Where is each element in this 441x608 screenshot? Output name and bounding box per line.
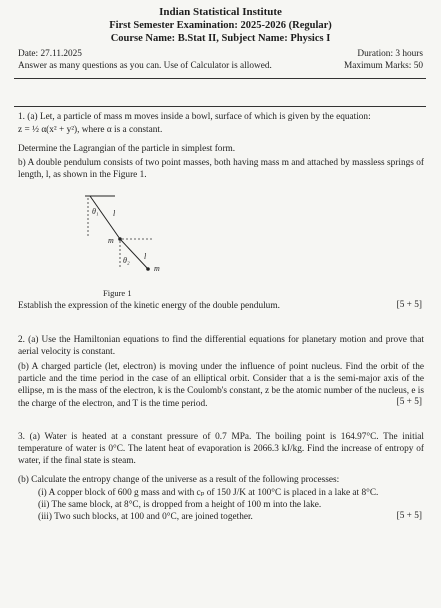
mass-2 — [146, 267, 150, 271]
theta2-label: θ₂ — [123, 256, 130, 265]
q2b-text: (b) A charged particle (let, electron) is moving under the influence of point nucleus. Find the orbit of the particle and the time period in the case of an elliptical orbit. Consider that a is the semi-major axis of the ellipse, m is the mass of the electron, k is the Coulomb's constant, z be the atomic number of the nucleus, e is the charge of the electron, and T is the time period. — [18, 362, 424, 409]
q1b-task: Establish the expression of the kinetic energy of the double pendulum. — [18, 301, 280, 311]
q1a-equation: z = ½ α(x² + y²) — [18, 125, 78, 135]
course-title: Course Name: B.Stat II, Subject Name: Physics I — [110, 33, 331, 44]
length1-label: l — [113, 209, 116, 218]
q3b-intro: (b) Calculate the entropy change of the universe as a result of the following processes: — [18, 475, 340, 485]
q1a-task: Determine the Lagrangian of the particle in simplest form. — [18, 144, 236, 154]
pendulum-rod-1 — [90, 196, 120, 239]
q2a-text: 2. (a) Use the Hamiltonian equations to find the differential equations for planetary motion and prove that aerial velocity is constant. — [18, 335, 424, 358]
q3a-text: 3. (a) Water is heated at a constant pressure of 0.7 MPa. The boiling point is 164.97°C. The initial temperature of water is 0°C. The latent heat of evaporation is 2066.3 kJ/kg. Find the increase of entropy of water, if the final state is steam. — [18, 432, 424, 467]
length2-label: l — [144, 252, 147, 261]
mass1-label: m — [108, 236, 114, 245]
double-pendulum-figure — [80, 189, 180, 289]
header-divider — [14, 78, 426, 79]
q2-marks: [5 + 5] — [396, 397, 422, 407]
figure-caption: Figure 1 — [103, 288, 132, 298]
max-marks: Maximum Marks: 50 — [343, 61, 423, 71]
exam-duration: Duration: 3 hours — [357, 49, 423, 59]
q3b-item-iii: (iii) Two such blocks, at 100 and 0°C, are joined together. — [38, 512, 253, 522]
q1a-text: 1. (a) Let, a particle of mass m moves inside a bowl, surface of which is given by the equation: — [18, 112, 371, 122]
q3b-item-i: (i) A copper block of 600 g mass and with cₚ of 150 J/K at 100°C is placed in a lake at 8°C. — [38, 488, 379, 498]
q1a-equation-line — [18, 124, 162, 136]
q1a-equation-tail: , where α is a constant. — [77, 125, 163, 135]
q1b-text: b) A double pendulum consists of two point masses, both having mass m and attached by massless springs of length, l, as shown in the Figure 1. — [18, 158, 424, 181]
q3b-item-ii: (ii) The same block, at 8°C, is dropped from a height of 100 m into the lake. — [38, 500, 322, 510]
header-divider-2 — [14, 106, 426, 107]
exam-date: Date: 27.11.2025 — [18, 49, 82, 59]
q1-marks: [5 + 5] — [396, 300, 422, 310]
institute-title: Indian Statistical Institute — [159, 6, 282, 18]
exam-instructions: Answer as many questions as you can. Use of Calculator is allowed. — [18, 61, 272, 71]
q3-marks: [5 + 5] — [396, 511, 422, 521]
mass2-label: m — [154, 264, 160, 273]
exam-title: First Semester Examination: 2025-2026 (Regular) — [109, 20, 332, 31]
theta1-label: θ₁ — [92, 207, 99, 216]
